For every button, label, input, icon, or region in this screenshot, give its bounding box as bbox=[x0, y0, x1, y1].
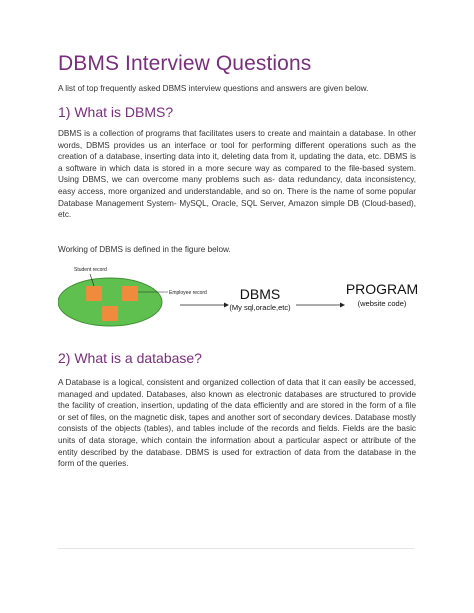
dbms-label: DBMS bbox=[239, 286, 281, 302]
dbms-working-figure bbox=[58, 262, 418, 334]
arrow-head-program bbox=[340, 303, 345, 308]
bottom-divider bbox=[58, 548, 414, 549]
program-label: PROGRAM bbox=[345, 281, 418, 297]
arrow-head-dbms bbox=[224, 303, 229, 308]
section-body-what-is-database: A Database is a logical, consistent and organized collection of data that it can easily be accessed, managed and updated. Databases, also known as electronic databases are structured to provide the facility of creation, insertion, updating of the data efficiently and are stored in the form of a file or set of files, on the magnetic disk, tapes and another sort of secondary devices. Database mostly consists of the objects (tables), and tables include of the records and fields. Fields are the basic units of data storage, which contain the information about a particular aspect or attribute of the entity described by the database. DBMS is used for extraction of data from the database in the form of the queries. bbox=[58, 378, 416, 469]
intro-text: A list of top frequently asked DBMS interview questions and answers are given below. bbox=[58, 84, 369, 93]
section-body-what-is-dbms: DBMS is a collection of programs that facilitates users to create and maintain a database. In other words, DBMS provides us an interface or tool for performing different operations such as the creation of a database, inserting data into it, deleting data from it, updating the data, etc. DBMS is a software in which data is stored in a more secure way as compared to the file-based system. Using DBMS, we can overcome many problems such as- data redundancy, data inconsistency, easy access, more organized and understandable, and so on. There is the name of some popular Database Management System- MySQL, Oracle, SQL Server, Amazon simple DB (Cloud-based), etc. bbox=[58, 129, 416, 220]
figure-caption: Working of DBMS is defined in the figure below. bbox=[58, 245, 231, 254]
student-record-label: Student record bbox=[74, 267, 107, 273]
employee-record-box bbox=[122, 286, 138, 301]
page-title: DBMS Interview Questions bbox=[58, 52, 312, 75]
dbms-diagram bbox=[58, 262, 418, 334]
program-sublabel: (website code) bbox=[357, 299, 407, 308]
record-box bbox=[102, 306, 118, 321]
section-heading-what-is-database: 2) What is a database? bbox=[58, 350, 202, 366]
employee-record-label: Employee record bbox=[169, 290, 207, 296]
dbms-sublabel: (My sql,oracle,etc) bbox=[229, 303, 291, 312]
section-heading-what-is-dbms: 1) What is DBMS? bbox=[58, 104, 174, 120]
student-record-box bbox=[86, 286, 102, 301]
